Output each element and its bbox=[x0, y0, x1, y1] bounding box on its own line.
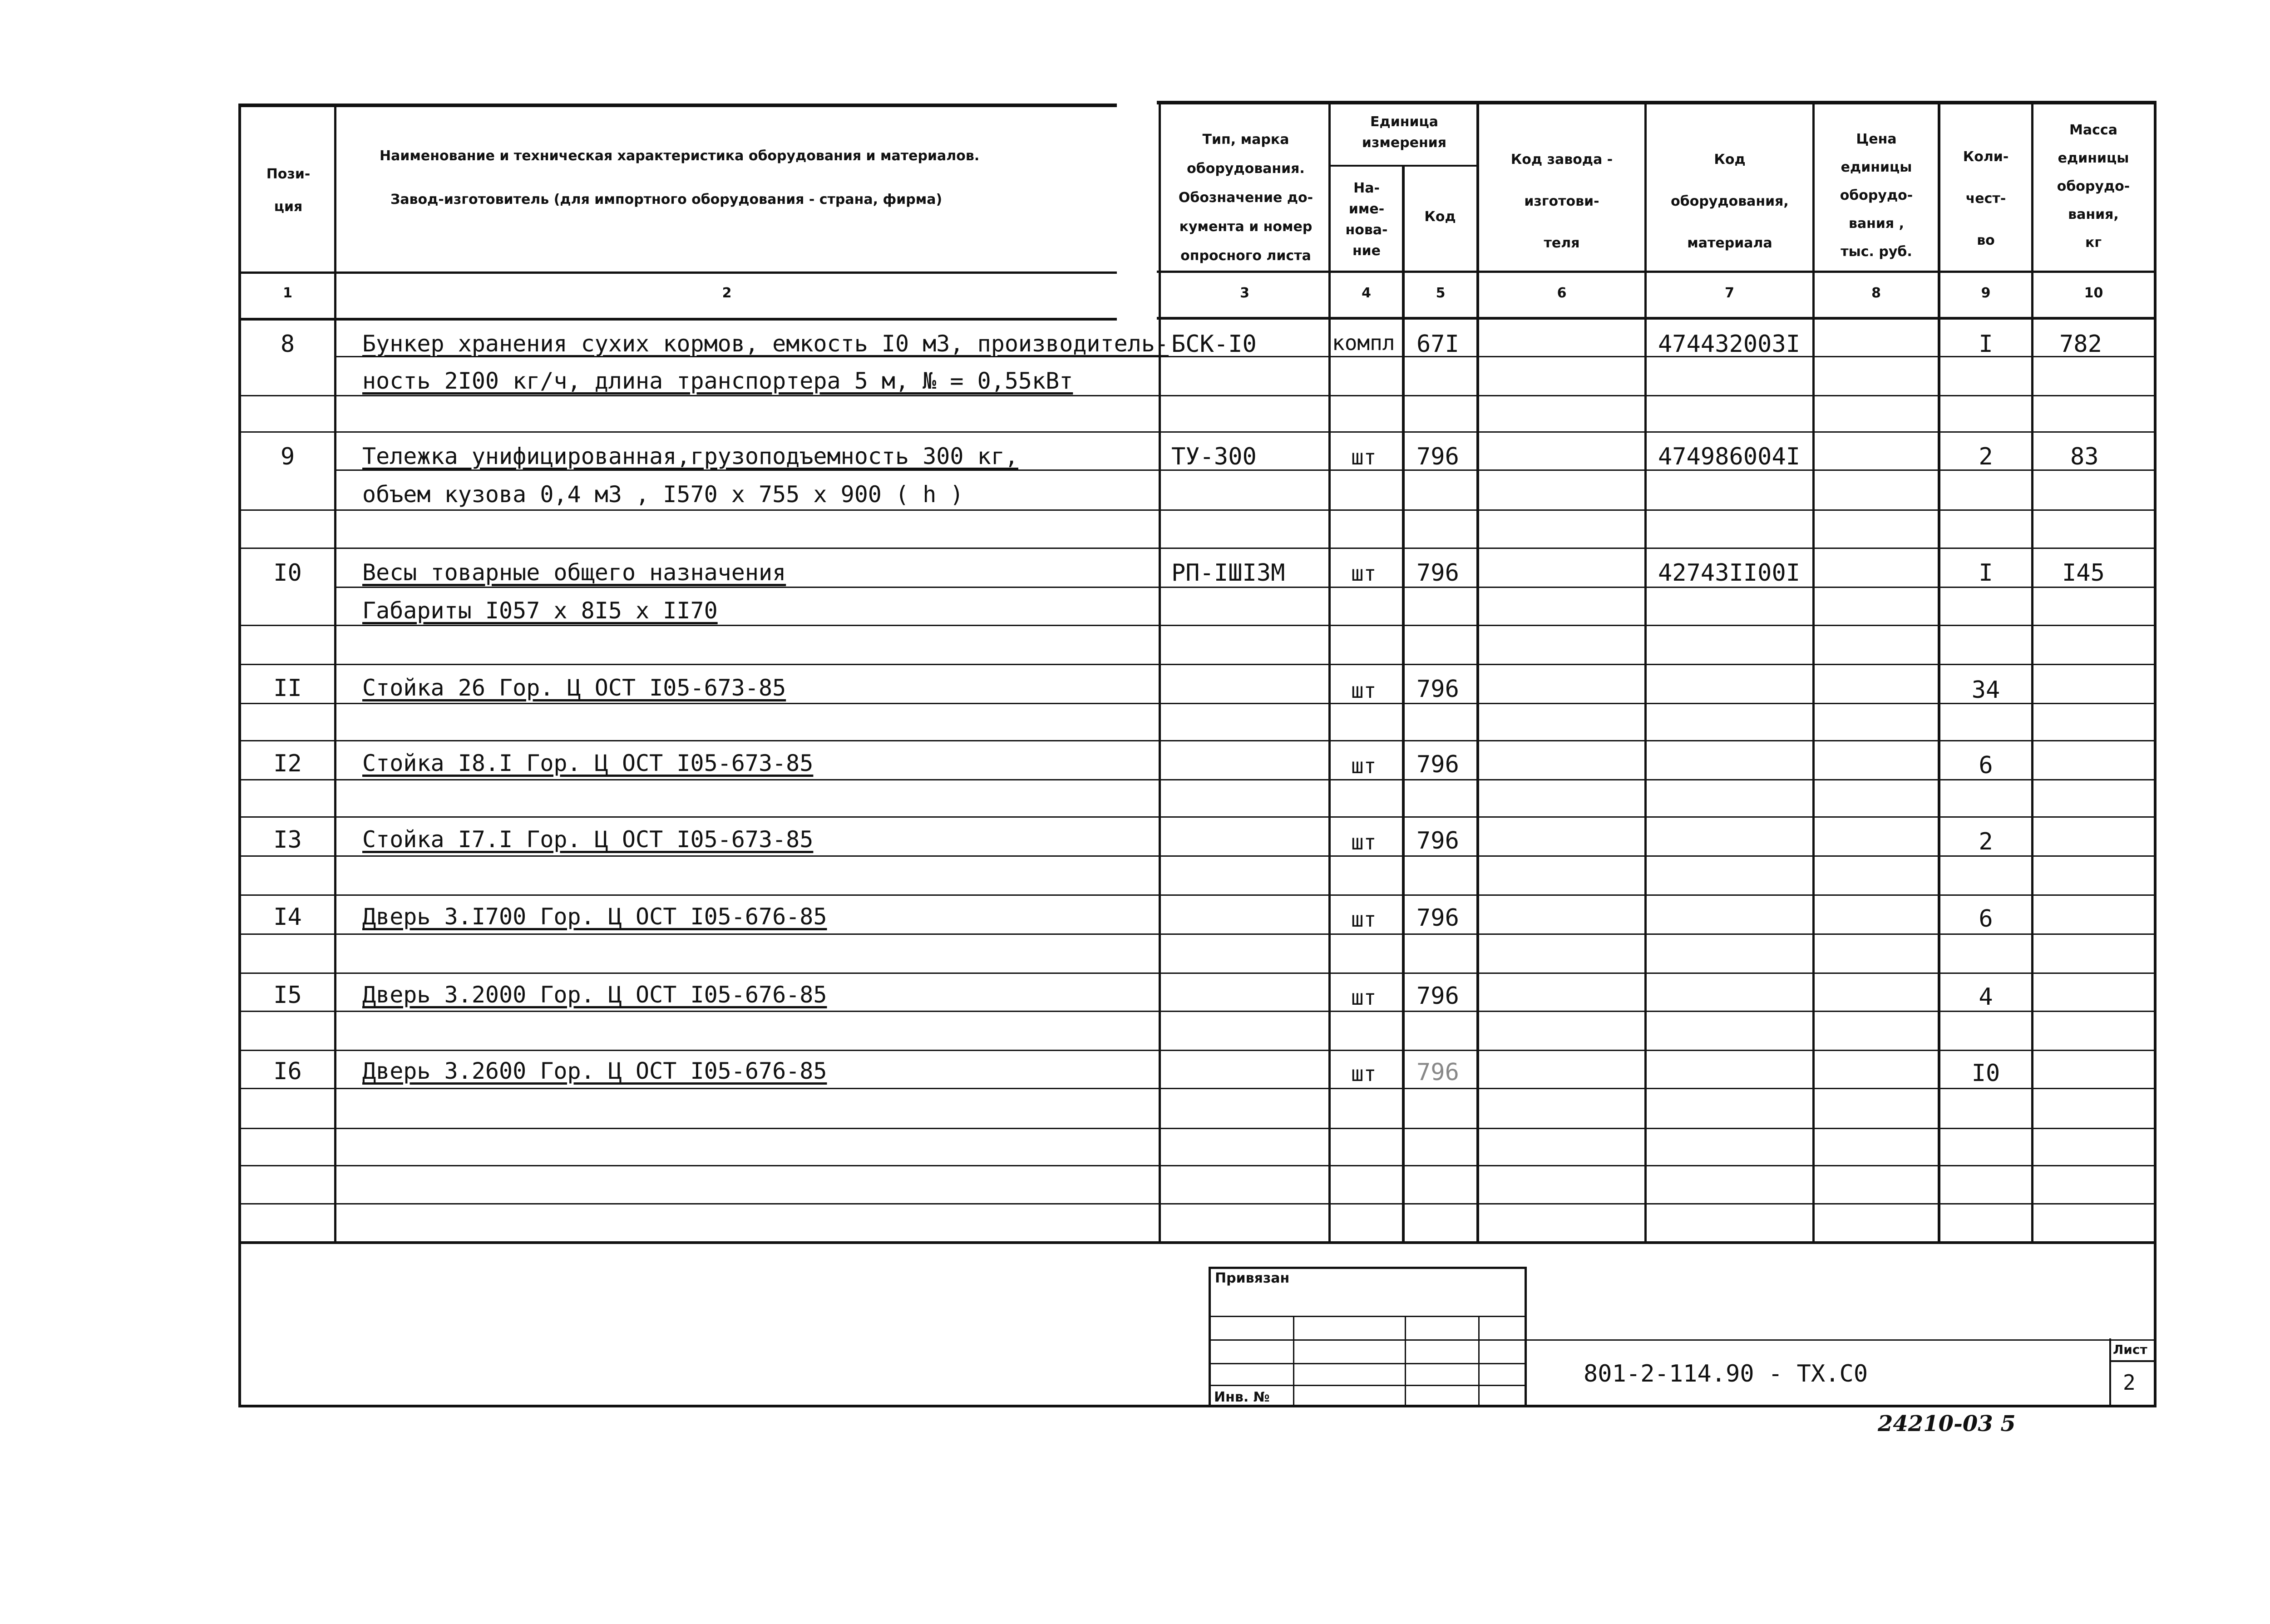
row-quantity: I0 bbox=[1971, 1060, 2000, 1087]
header-unit-code: Код bbox=[1424, 209, 1456, 225]
row-code: 67I bbox=[1416, 331, 1459, 358]
document-code: 801-2-114.90 - ТХ.С0 bbox=[1584, 1360, 1868, 1387]
col-number: 1 bbox=[283, 285, 292, 301]
frame-bottom-line bbox=[238, 1405, 2156, 1407]
row-position: I6 bbox=[273, 1058, 302, 1085]
col-number: 9 bbox=[1981, 285, 1991, 301]
row-type: РП-IШI3М bbox=[1171, 559, 1285, 587]
header-name-line1: Наименование и техническая характеристика оборудования и материалов. bbox=[380, 148, 980, 164]
col-number: 2 bbox=[722, 285, 732, 301]
stamp-right bbox=[1525, 1267, 1527, 1407]
sheet-number: 2 bbox=[2123, 1370, 2136, 1395]
row-name-line: Стойка 26 Гор. Ц ОСТ I05-673-85 bbox=[362, 675, 786, 701]
col-number: 6 bbox=[1557, 285, 1567, 301]
row-position: 9 bbox=[280, 443, 295, 470]
row-name-line: Тележка унифицированная,грузоподъемность 300 кг, bbox=[362, 443, 1018, 469]
row-line bbox=[238, 703, 2156, 704]
header-factory-code: Код завода - изготови- теля bbox=[1510, 152, 1613, 251]
row-name-line: Дверь 3.I700 Гор. Ц ОСТ I05-676-85 bbox=[362, 903, 827, 930]
row-line bbox=[238, 779, 2156, 780]
row-position: II bbox=[273, 675, 302, 702]
row-line bbox=[238, 1050, 2156, 1051]
row-name-line: Стойка I7.I Гор. Ц ОСТ I05-673-85 bbox=[362, 826, 814, 853]
header-unit-group: Единица измерения bbox=[1362, 114, 1447, 151]
row-unit: шт bbox=[1351, 754, 1377, 778]
row-unit: шт bbox=[1351, 678, 1377, 703]
row-unit: шт bbox=[1351, 985, 1377, 1010]
row-name-line: Стойка I8.I Гор. Ц ОСТ I05-673-85 bbox=[362, 750, 814, 776]
col-line-10 bbox=[2031, 101, 2033, 1243]
row-quantity: I bbox=[1979, 559, 1993, 587]
row-unit: компл bbox=[1332, 331, 1395, 355]
row-line bbox=[238, 625, 2156, 626]
row-position: I3 bbox=[273, 826, 302, 854]
stamp-top bbox=[1209, 1267, 1526, 1269]
row-unit: шт bbox=[1351, 907, 1377, 932]
col-number: 4 bbox=[1362, 285, 1371, 301]
row-type: ТУ-300 bbox=[1171, 443, 1257, 470]
row-line bbox=[238, 933, 2156, 935]
row-line bbox=[238, 395, 2156, 396]
col-line-3 bbox=[1159, 101, 1161, 1243]
row-unit: шт bbox=[1351, 561, 1377, 586]
row-line bbox=[238, 855, 2156, 857]
header-type: Тип, марка оборудования. Обозначение до- кумента и номер опросного листа bbox=[1178, 132, 1313, 264]
header-position: Пози- ция bbox=[266, 166, 311, 215]
col-line-8 bbox=[1812, 101, 1815, 1243]
stamp-col bbox=[1478, 1316, 1480, 1407]
row-code: 796 bbox=[1416, 443, 1459, 470]
row-equipment-code: 474986004I bbox=[1658, 443, 1801, 470]
row-position: I4 bbox=[273, 903, 302, 931]
col-number: 8 bbox=[1871, 285, 1881, 301]
row-line bbox=[238, 548, 2156, 549]
col-line-1 bbox=[334, 104, 336, 1243]
header-bottom-line bbox=[238, 271, 1117, 274]
sheet-box-mid bbox=[2109, 1360, 2156, 1362]
header-mass: Масса единицы оборудо- вания, кг bbox=[2057, 122, 2130, 251]
header-bottom-line-right bbox=[1157, 271, 2156, 273]
row-position: I2 bbox=[273, 750, 302, 777]
footer-note: 24210-03 5 bbox=[1878, 1411, 2016, 1436]
row-name-line: Дверь 3.2600 Гор. Ц ОСТ I05-676-85 bbox=[362, 1058, 827, 1084]
row-quantity: I bbox=[1979, 331, 1993, 358]
row-line bbox=[238, 1128, 2156, 1129]
row-quantity: 2 bbox=[1979, 828, 1993, 855]
sheet-label: Лист bbox=[2113, 1342, 2147, 1357]
numbers-row-bottom-line-right bbox=[1157, 317, 2156, 320]
stamp-left bbox=[1209, 1267, 1211, 1407]
row-mass: 83 bbox=[2070, 443, 2099, 470]
row-name-line: Бункер хранения сухих кормов, емкость I0 м3, производитель- bbox=[362, 331, 1169, 357]
title-block-top bbox=[1526, 1339, 2156, 1341]
row-unit: шт bbox=[1351, 445, 1377, 469]
col-number: 7 bbox=[1725, 285, 1734, 301]
row-name-line: ность 2I00 кг/ч, длина транспортера 5 м, № = 0,55кВт bbox=[362, 368, 1073, 394]
col-line-6 bbox=[1476, 101, 1479, 1243]
col-number: 10 bbox=[2084, 285, 2103, 301]
row-line bbox=[238, 1088, 2156, 1089]
row-line bbox=[238, 816, 2156, 818]
row-quantity: 6 bbox=[1979, 752, 1993, 779]
row-position: 8 bbox=[280, 331, 295, 358]
frame-right-line bbox=[2154, 101, 2156, 1407]
col-number: 3 bbox=[1240, 285, 1249, 301]
row-name-line: Габариты I057 x 8I5 x II70 bbox=[362, 597, 718, 624]
row-line bbox=[238, 509, 2156, 511]
header-unit-name: На- име- нова- ние bbox=[1345, 180, 1388, 259]
col-line-7 bbox=[1644, 101, 1647, 1243]
row-mass: I45 bbox=[2062, 559, 2105, 587]
row-line bbox=[238, 1011, 2156, 1012]
header-equipment-code: Код оборудования, материала bbox=[1671, 152, 1789, 251]
row-equipment-code: 474432003I bbox=[1658, 331, 1801, 358]
row-line bbox=[238, 431, 2156, 433]
numbers-row-bottom-line bbox=[238, 318, 1117, 321]
stamp-col bbox=[1405, 1316, 1406, 1407]
row-line bbox=[238, 1203, 2156, 1204]
header-quantity: Коли- чест- во bbox=[1963, 149, 2009, 248]
row-equipment-code: 42743II00I bbox=[1658, 559, 1801, 587]
row-line bbox=[238, 972, 2156, 974]
row-line bbox=[238, 894, 2156, 896]
row-name-line: объем кузова 0,4 м3 , I570 x 755 x 900 ( h ) bbox=[362, 481, 964, 508]
row-line bbox=[334, 587, 2156, 588]
row-code: 796 bbox=[1416, 676, 1459, 703]
row-position: I5 bbox=[273, 982, 302, 1009]
row-code: 796 bbox=[1416, 751, 1459, 778]
stamp-inv-label: Инв. № bbox=[1214, 1389, 1270, 1405]
row-line bbox=[238, 1165, 2156, 1166]
row-name-line: Дверь 3.2000 Гор. Ц ОСТ I05-676-85 bbox=[362, 982, 827, 1008]
stamp-attached-label: Привязан bbox=[1215, 1270, 1290, 1286]
row-type: БСК-I0 bbox=[1171, 331, 1257, 358]
row-code: 796 bbox=[1416, 827, 1459, 854]
row-quantity: 4 bbox=[1979, 983, 1993, 1011]
row-code: 796 bbox=[1416, 904, 1459, 932]
row-name-line: Весы товарные общего назначения bbox=[362, 559, 786, 586]
col-number: 5 bbox=[1436, 285, 1446, 301]
unit-group-line bbox=[1328, 165, 1478, 167]
row-code: 796 bbox=[1416, 559, 1459, 587]
row-mass: 782 bbox=[2059, 331, 2102, 358]
col-line-4 bbox=[1328, 101, 1331, 1243]
row-code: 796 bbox=[1416, 1059, 1459, 1086]
sheet-box-left bbox=[2109, 1338, 2111, 1407]
row-quantity: 2 bbox=[1979, 443, 1993, 470]
row-unit: шт bbox=[1351, 830, 1377, 854]
frame-top-line-left bbox=[238, 104, 1117, 107]
row-quantity: 6 bbox=[1979, 905, 1993, 933]
header-name-line2: Завод-изготовитель (для импортного оборудования - страна, фирма) bbox=[390, 192, 943, 207]
header-price: Цена единицы оборудо- вания , тыс. руб. bbox=[1840, 131, 1913, 260]
col-line-5 bbox=[1402, 166, 1405, 1243]
row-position: I0 bbox=[273, 559, 302, 587]
row-code: 796 bbox=[1416, 982, 1459, 1010]
row-line bbox=[238, 664, 2156, 665]
row-unit: шт bbox=[1351, 1061, 1377, 1086]
row-line bbox=[238, 740, 2156, 741]
table-bottom-line bbox=[238, 1241, 2156, 1244]
stamp-col bbox=[1293, 1316, 1294, 1407]
row-quantity: 34 bbox=[1971, 676, 2000, 704]
frame-top-line-right bbox=[1157, 101, 2156, 104]
